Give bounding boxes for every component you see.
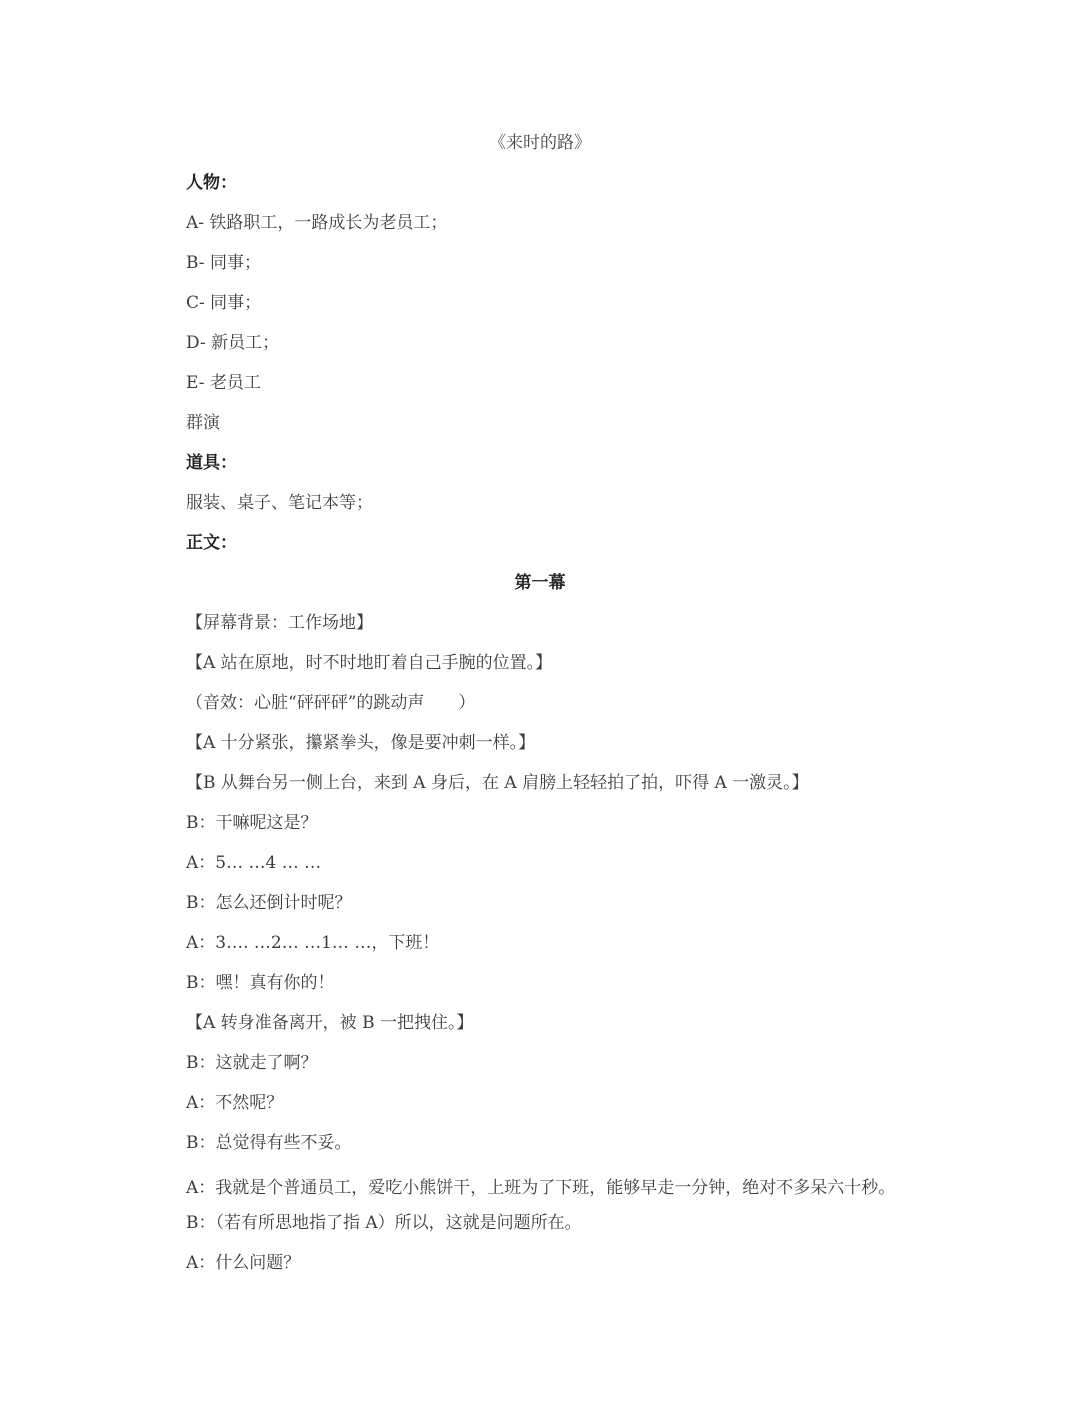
stage-direction: 【A 转身准备离开，被 B 一把拽住。】 xyxy=(186,1013,474,1033)
dialogue-line: B：（若有所思地指了指 A）所以，这就是问题所在。 xyxy=(186,1213,582,1233)
stage-direction: 【屏幕背景：工作场地】 xyxy=(186,613,373,633)
dialogue-line: A：什么问题？ xyxy=(186,1253,301,1273)
document-title: 《来时的路》 xyxy=(489,133,591,153)
dialogue-line: B：这就走了啊？ xyxy=(186,1053,318,1073)
section-heading-characters: 人物： xyxy=(186,173,237,193)
props-line: 服装、桌子、笔记本等； xyxy=(186,493,373,513)
dialogue-line: B：怎么还倒计时呢？ xyxy=(186,893,352,913)
stage-direction: 【A 站在原地，时不时地盯着自己手腕的位置。】 xyxy=(186,653,553,673)
stage-direction: 【A 十分紧张，攥紧拳头，像是要冲刺一样。】 xyxy=(186,733,536,753)
stage-direction: 【B 从舞台另一侧上台，来到 A 身后，在 A 肩膀上轻轻拍了拍，吓得 A 一激灵。】 xyxy=(186,773,809,793)
dialogue-line: B：干嘛呢这是？ xyxy=(186,813,318,833)
character-line: B- 同事； xyxy=(186,253,261,273)
section-heading-text: 正文： xyxy=(186,533,237,553)
sound-effect: （音效：心脏“砰砰砰”的跳动声 ） xyxy=(186,693,476,713)
dialogue-line: B：总觉得有些不妥。 xyxy=(186,1133,352,1153)
character-line: C- 同事； xyxy=(186,293,262,313)
dialogue-line: A：我就是个普通员工，爱吃小熊饼干，上班为了下班，能够早走一分钟，绝对不多呆六十秒。 xyxy=(186,1178,896,1198)
dialogue-line: A：3…. …2… …1… …，下班！ xyxy=(186,933,440,953)
character-line: A- 铁路职工，一路成长为老员工； xyxy=(186,213,448,233)
character-line: D- 新员工； xyxy=(186,333,280,353)
document-body xyxy=(186,168,906,1288)
section-heading-props: 道具： xyxy=(186,453,237,473)
dialogue-line: A：5… …4 … … xyxy=(186,853,322,873)
dialogue-line: A：不然呢？ xyxy=(186,1093,284,1113)
dialogue-line: B：嘿！真有你的！ xyxy=(186,973,335,993)
character-line: 群演 xyxy=(186,413,220,433)
act-heading: 第一幕 xyxy=(514,573,566,593)
character-line: E- 老员工 xyxy=(186,373,261,393)
